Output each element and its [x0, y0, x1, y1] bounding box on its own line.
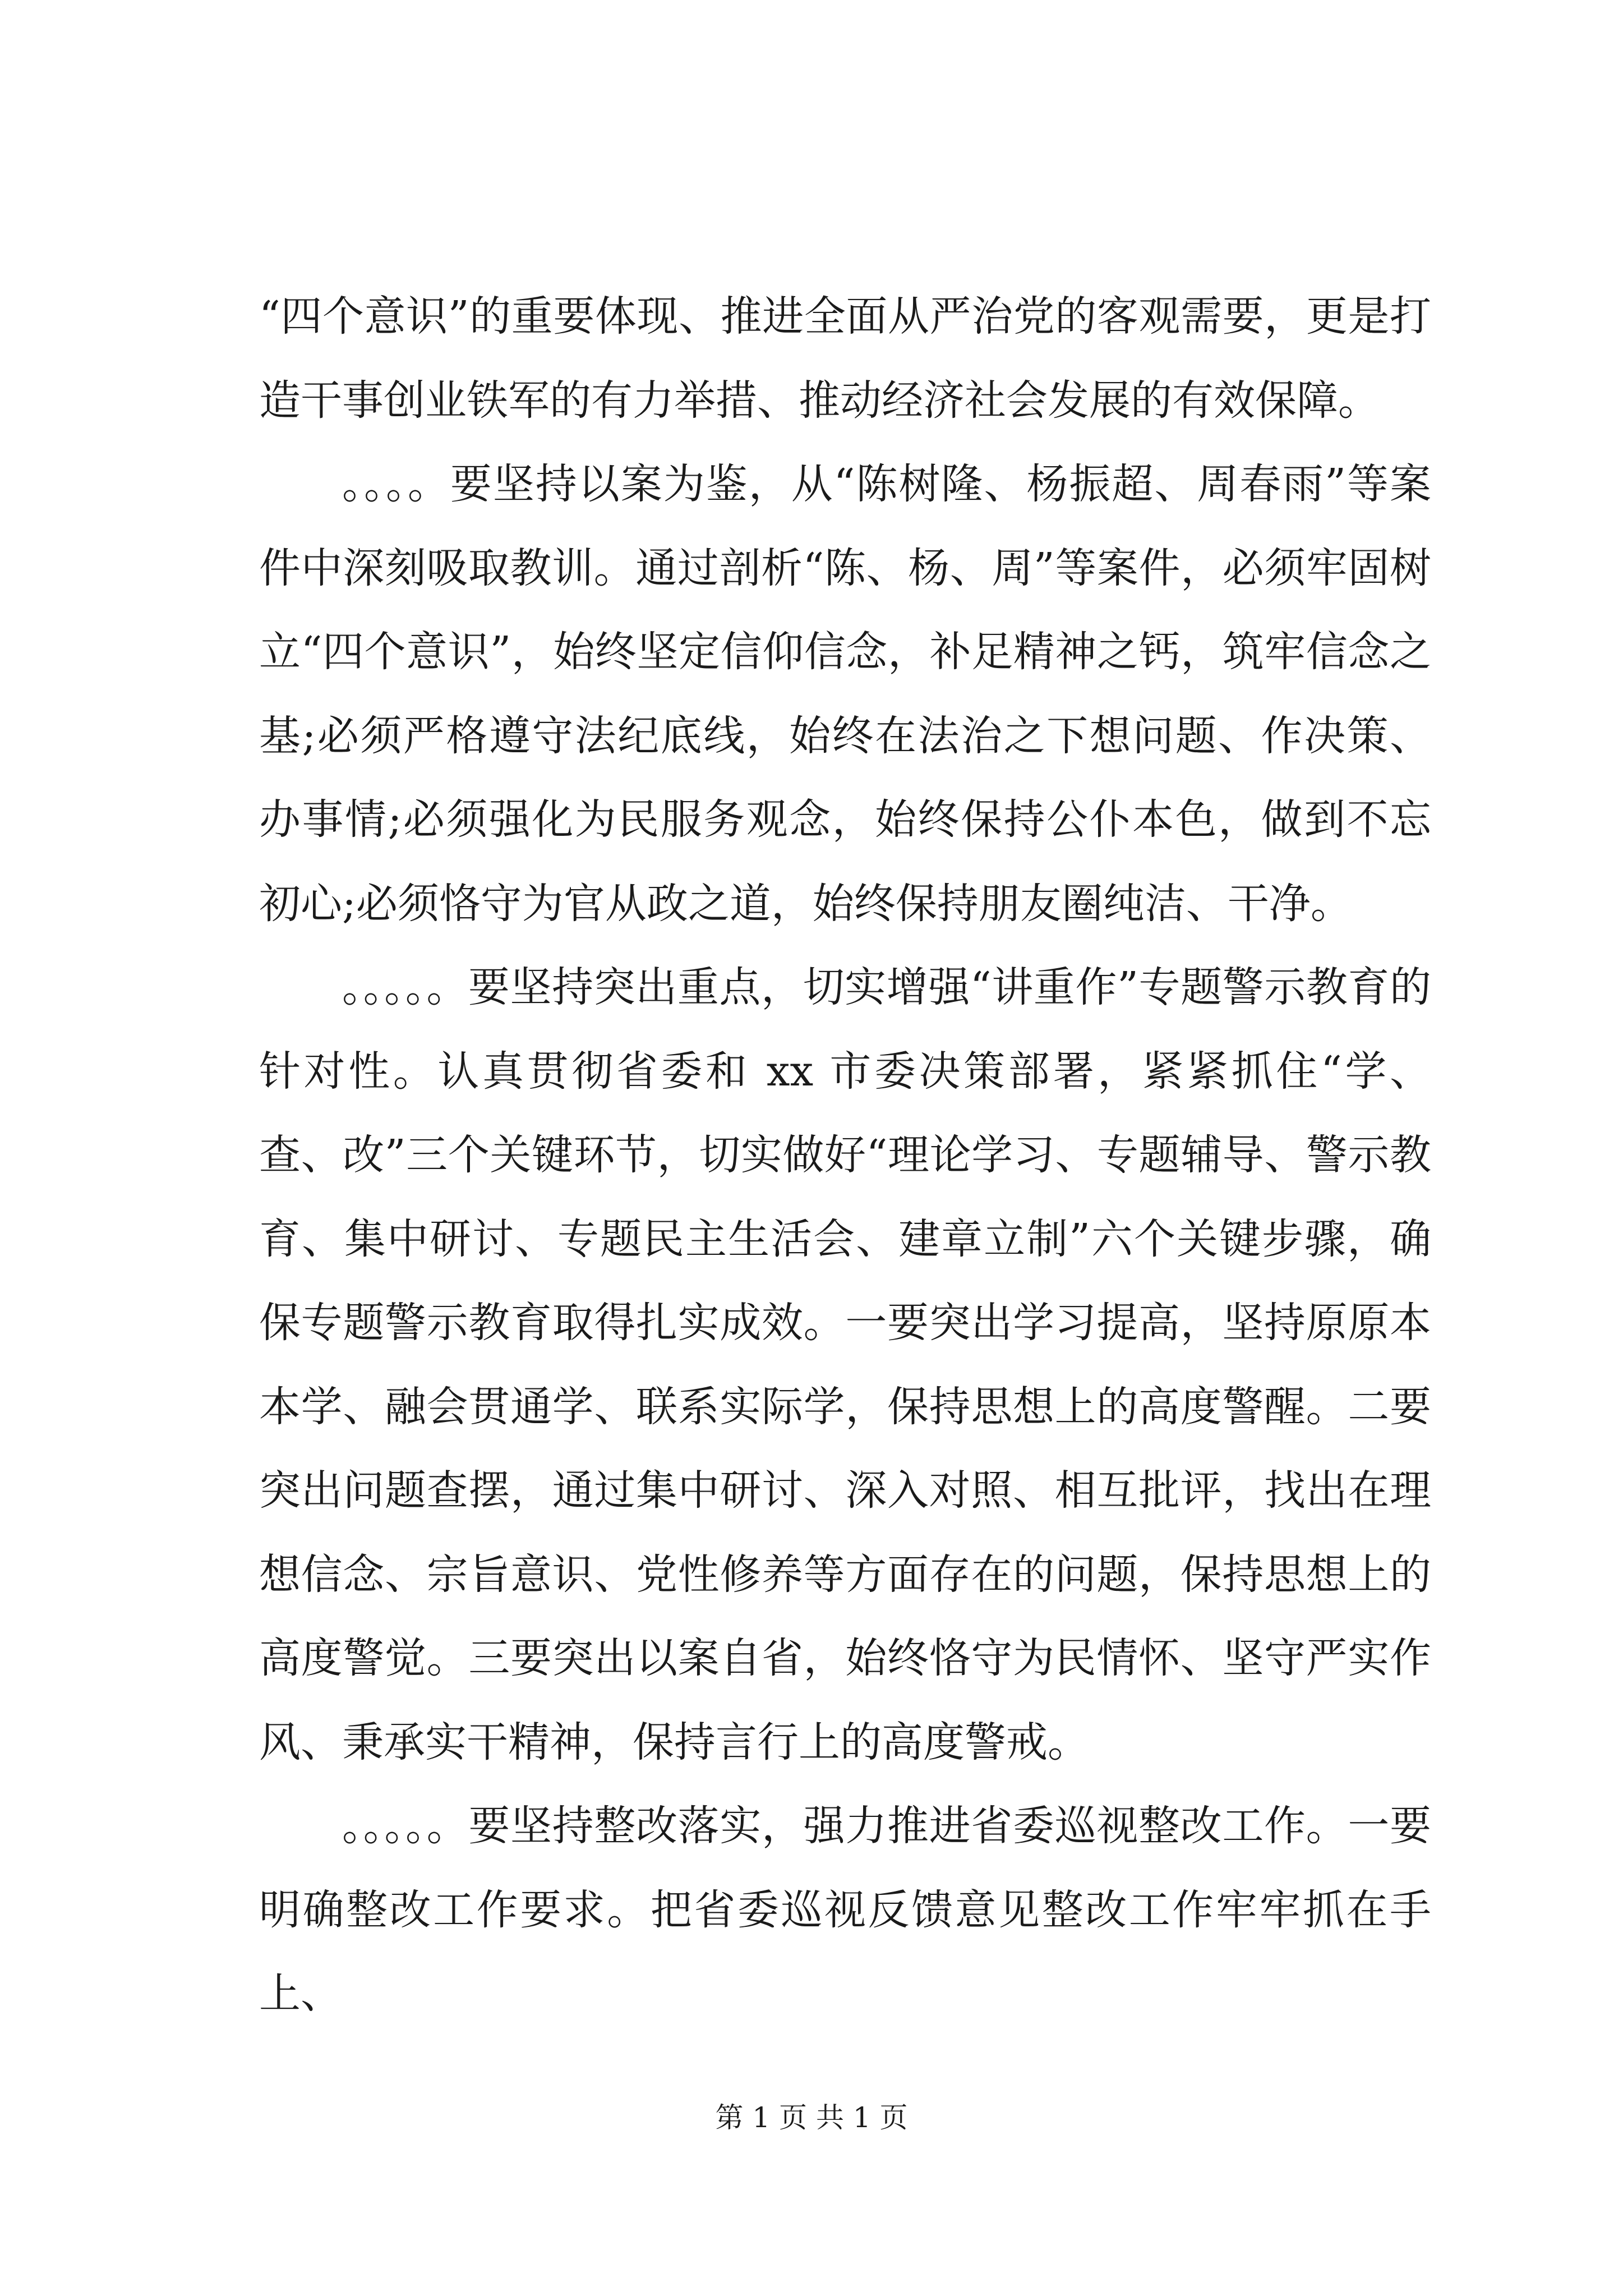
- paragraph-key-focus: 。。。。。要坚持突出重点，切实增强“讲重作”专题警示教育的针对性。认真贯彻省委和 xx 市委决策部署，紧紧抓住“学、查、改”三个关键环节，切实做好“理论学习、专题辅导、警示教育、集中研讨、专题民主生活会、建章立制”六个关键步骤，确保专题警示教育取得扎实成效。一要突出学习提高，坚持原原本本学、融会贯通学、联系实际学，保持思想上的高度警醒。二要突出问题查摆，通过集中研讨、深入对照、相互批评，找出在理想信念、宗旨意识、党性修养等方面存在的问题，保持思想上的高度警觉。三要突出以案自省，始终恪守为民情怀、坚守严实作风、秉承实干精神，保持言行上的高度警戒。: [259, 963, 1431, 1766]
- document-body: [259, 275, 1431, 2036]
- paragraph-rectification: 。。。。。要坚持整改落实，强力推进省委巡视整改工作。一要明确整改工作要求。把省委巡视反馈意见整改工作牢牢抓在手上、: [259, 1802, 1431, 2018]
- paragraph-case-lessons: 。。。。要坚持以案为鉴，从“陈树隆、杨振超、周春雨”等案件中深刻吸取教训。通过剖析“陈、杨、周”等案件，必须牢固树立“四个意识”，始终坚定信仰信念，补足精神之钙，筑牢信念之基;必须严格遵守法纪底线，始终在法治之下想问题、作决策、办事情;必须强化为民服务观念，始终保持公仆本色，做到不忘初心;必须恪守为官从政之道，始终保持朋友圈纯洁、干净。: [259, 460, 1431, 928]
- page-number-footer: 第 1 页 共 1 页: [715, 2101, 908, 2134]
- paragraph-continuation: “四个意识”的重要体现、推进全面从严治党的客观需要，更是打造干事创业铁军的有力举措、推动经济社会发展的有效保障。: [259, 292, 1431, 425]
